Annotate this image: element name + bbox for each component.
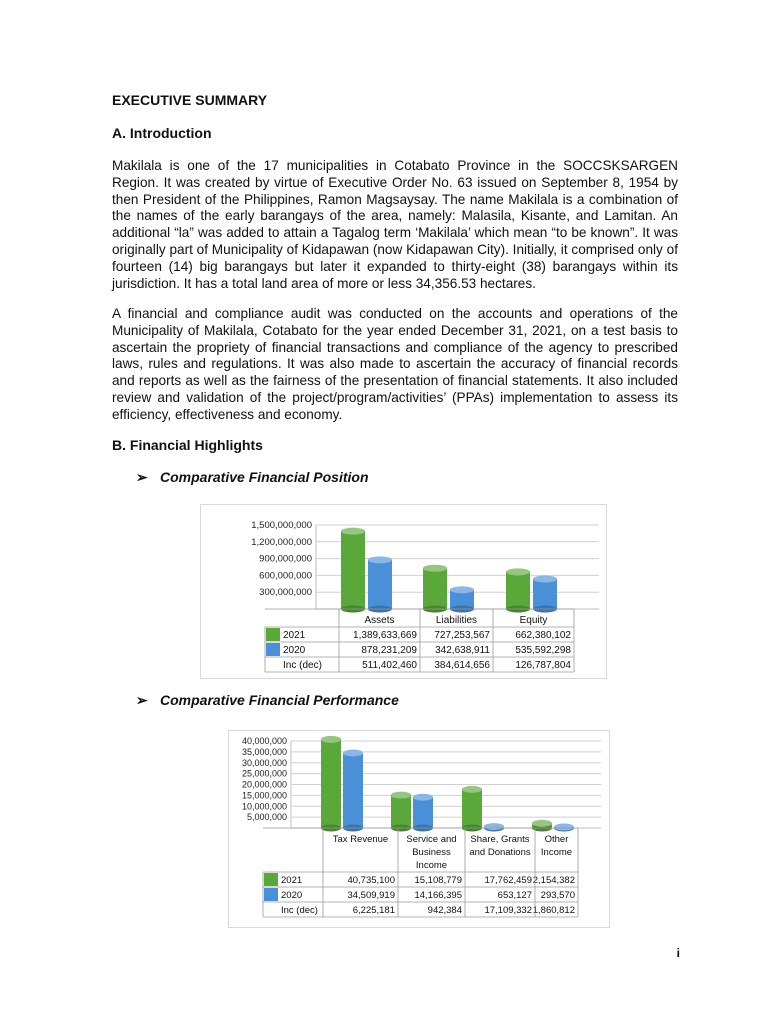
category-label: Other xyxy=(544,834,569,845)
y-tick-label: 35,000,000 xyxy=(241,746,287,757)
bar-2020-top xyxy=(450,586,474,593)
intro-paragraph-1: Makilala is one of the 17 municipalities in Cotabato Province in the SOCCSKSARGEN Region. It was created by virtue of Executive Order No. 63 issued on September 8, 1954 by then President of the Philippines, Ramon Magsaysay. The name Makilala is a combination of the names of the early barangays of the area, namely: Malasila, Kisante, and Lamitan. An additional “la” was added to attain a Tagalog term ‘Makilala’ which mean “to be known”. It was originally part of Municipality of Kidapawan (now Kidapawan City). Initially, it comprised only of fourteen (14) big barangays but later it expanded to thirty-eight (38) barangays within its jurisdiction. It has a total land area of more or less 34,356.53 hectares. xyxy=(112,158,678,291)
legend-swatch xyxy=(264,888,278,901)
bar-2020-top xyxy=(368,556,392,563)
section-b-heading: B. Financial Highlights xyxy=(112,437,263,453)
y-tick-label: 40,000,000 xyxy=(241,736,287,746)
legend-swatch xyxy=(266,643,280,656)
data-label: 17,109,332 xyxy=(484,905,532,916)
y-tick-label: 10,000,000 xyxy=(241,801,287,812)
data-label: 40,735,100 xyxy=(347,875,395,886)
series-label: 2021 xyxy=(281,875,303,886)
y-tick-label: 30,000,000 xyxy=(241,757,287,768)
data-label: 342,638,911 xyxy=(435,645,490,656)
bar-2021-top xyxy=(341,528,365,535)
section-a-heading: A. Introduction xyxy=(112,125,212,141)
category-label: Liabilities xyxy=(435,615,478,626)
data-label: 942,384 xyxy=(427,905,462,916)
data-label: 384,614,656 xyxy=(434,660,490,671)
bar-2020-top xyxy=(533,576,557,583)
category-label: Income xyxy=(540,847,573,858)
bar-2021-top xyxy=(423,565,447,572)
series-label: 2020 xyxy=(283,645,306,656)
bar-2020-top xyxy=(413,794,433,801)
y-tick-label: 20,000,000 xyxy=(241,779,287,790)
financial-position-chart-svg xyxy=(201,505,606,678)
y-tick-label: 25,000,000 xyxy=(241,768,287,779)
category-label: Equity xyxy=(519,615,548,626)
y-tick-label: 600,000,000 xyxy=(259,570,312,582)
series-label: 2021 xyxy=(283,630,306,641)
y-tick-label: 15,000,000 xyxy=(241,790,287,801)
y-tick-label: 1,500,000,000 xyxy=(251,520,312,531)
data-label: 17,762,459 xyxy=(484,875,532,886)
bullet-financial-performance xyxy=(136,692,399,709)
financial-performance-chart xyxy=(228,730,610,928)
data-label: 6,225,181 xyxy=(352,905,395,916)
data-label: 34,509,919 xyxy=(347,890,395,901)
data-label: 126,787,804 xyxy=(515,660,571,671)
data-label: 653,127 xyxy=(497,890,532,901)
data-label: 293,570 xyxy=(540,890,575,901)
y-tick-label: 1,200,000,000 xyxy=(251,536,312,548)
bar-2020 xyxy=(343,753,363,828)
arrow-bullet-icon: ➢ xyxy=(136,469,148,485)
bullet-label: Comparative Financial Performance xyxy=(160,692,399,708)
bullet-label: Comparative Financial Position xyxy=(160,469,369,485)
category-label: Business xyxy=(412,847,451,858)
category-label: and Donations xyxy=(469,847,531,858)
data-label: 2,154,382 xyxy=(532,875,575,886)
data-label: 1,860,812 xyxy=(532,905,575,916)
arrow-bullet-icon: ➢ xyxy=(136,692,148,708)
page-number: i xyxy=(676,946,680,960)
data-label: 14,166,395 xyxy=(414,890,462,901)
category-label: Income xyxy=(415,860,448,871)
category-label: Service and xyxy=(406,834,457,845)
category-label: Tax Revenue xyxy=(332,834,389,845)
data-label: 15,108,779 xyxy=(414,875,462,886)
bar-2021 xyxy=(423,568,447,609)
data-label: 878,231,209 xyxy=(361,645,417,656)
category-label: Assets xyxy=(364,615,395,626)
document-title: EXECUTIVE SUMMARY xyxy=(112,92,268,108)
bar-2020-top xyxy=(484,823,504,830)
legend-swatch xyxy=(264,873,278,886)
bar-2021-top xyxy=(532,820,552,827)
bar-2021-top xyxy=(391,792,411,799)
financial-performance-chart-svg xyxy=(229,731,609,927)
bullet-financial-position xyxy=(136,469,369,486)
legend-swatch xyxy=(266,628,280,641)
financial-position-chart xyxy=(200,504,607,679)
data-label: 511,402,460 xyxy=(362,660,417,671)
bar-2021 xyxy=(506,572,530,609)
bar-2020 xyxy=(368,560,392,609)
data-label: 662,380,102 xyxy=(515,630,571,641)
bar-2021 xyxy=(341,531,365,609)
bar-2020-top xyxy=(554,824,574,831)
data-label: 535,592,298 xyxy=(515,645,571,656)
bar-2020-top xyxy=(343,749,363,756)
y-tick-label: 5,000,000 xyxy=(246,812,287,823)
y-tick-label: 300,000,000 xyxy=(259,587,312,599)
category-label: Share, Grants xyxy=(470,834,530,845)
bar-2020 xyxy=(533,579,557,609)
bar-2020 xyxy=(413,797,433,828)
bar-2021 xyxy=(391,795,411,828)
bar-2021 xyxy=(321,739,341,828)
y-tick-label: 900,000,000 xyxy=(259,553,312,565)
series-label: Inc (dec) xyxy=(281,905,318,916)
bar-2021-top xyxy=(321,736,341,743)
series-label: 2020 xyxy=(281,890,303,901)
data-label: 727,253,567 xyxy=(434,630,490,641)
bar-2021-top xyxy=(462,786,482,793)
bar-2021 xyxy=(462,789,482,828)
bar-2021-top xyxy=(506,568,530,575)
data-label: 1,389,633,669 xyxy=(353,630,417,641)
series-label: Inc (dec) xyxy=(283,660,322,671)
intro-paragraph-2: A financial and compliance audit was conducted on the accounts and operations of the Municipality of Makilala, Cotabato for the year ended December 31, 2021, on a test basis to ascertain the propriety of financial transactions and compliance of the agency to prescribed laws, rules and regulations. It was also made to ascertain the accuracy of financial records and reports as well as the fairness of the presentation of financial statements. It also included review and validation of the project/program/activities’ (PPAs) implementation to assess its efficiency, effectiveness and economy. xyxy=(112,306,678,422)
